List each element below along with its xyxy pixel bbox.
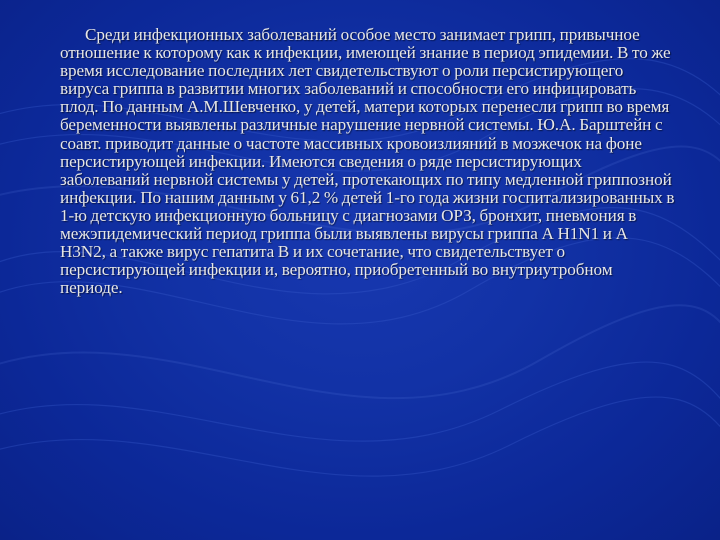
body-paragraph: Среди инфекционных заболеваний особое место занимает грипп, привычное отношение к которому как к инфекции, имеющей знание в период эпидемии. В то же время исследование последних лет свидетельствуют о роли персистирующего вируса гриппа в развитии многих заболеваний и способности его инфицировать плод. По данным А.М.Шевченко, у детей, матери которых перенесли грипп во время беременности выявлены различные нарушение нервной системы. Ю.А. Барштейн с соавт. приводит данные о частоте массивных кровоизлияний в мозжечок на фоне персистирующей инфекции. Имеются сведения о ряде персистирующих заболеваний нервной системы у детей, протекающих по типу медленной гриппозной инфекции. По нашим данным у 61,2 % детей 1-го года жизни госпитализированных в 1-ю детскую инфекционную больницу с диагнозами ОРЗ, бронхит, пневмония в межэпидемический период гриппа были выявлены вирусы гриппа А H1N1 и А H3N2, а также вирус гепатита В и их сочетание, что свидетельствует о персистирующей инфекции и, вероятно, приобретенный во внутриутробном периоде. bbox=[60, 25, 675, 298]
